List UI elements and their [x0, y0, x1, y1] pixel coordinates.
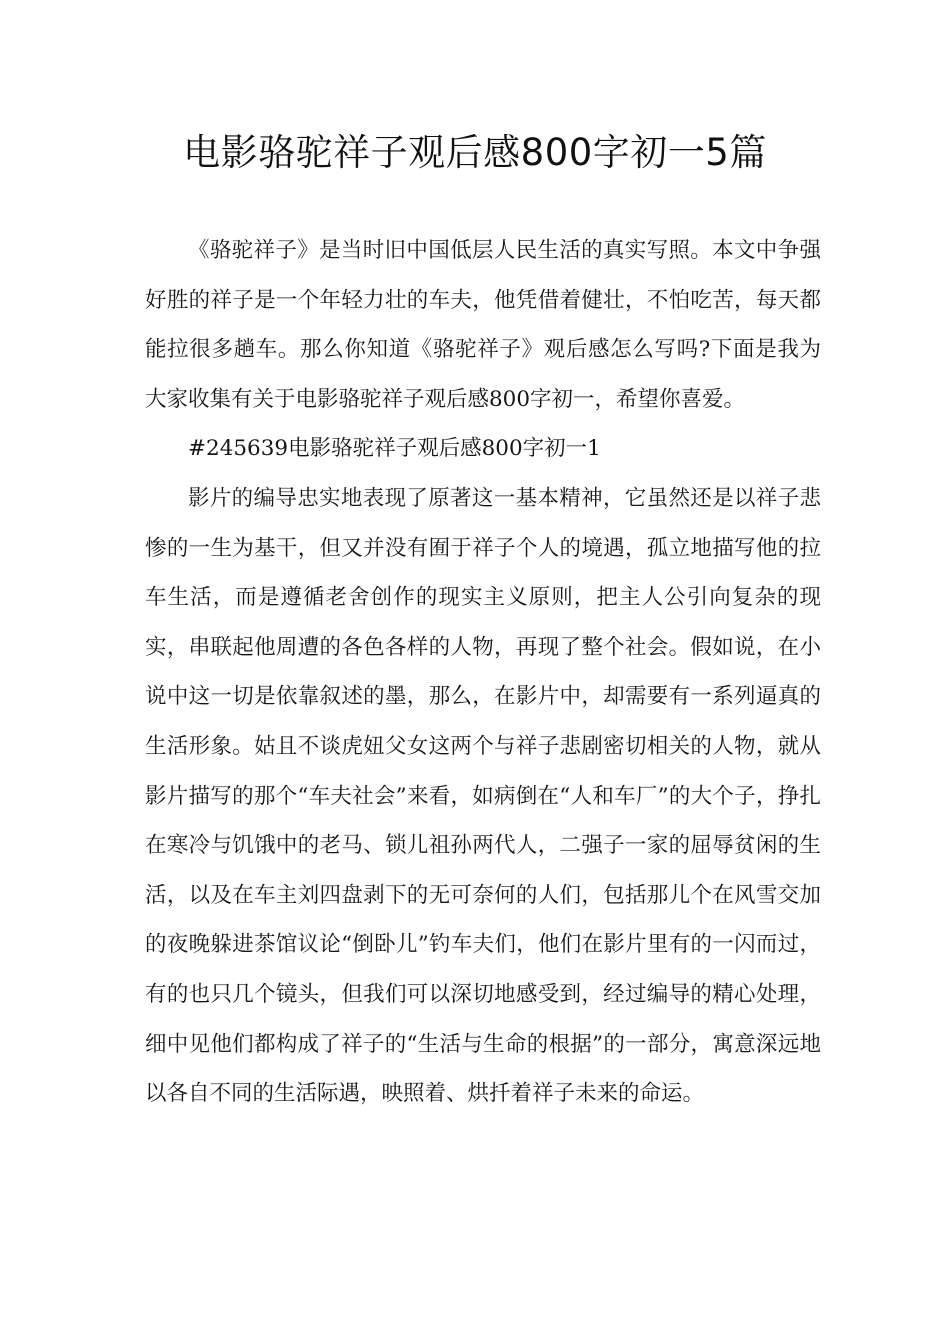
section-paragraph: 影片的编导忠实地表现了原著这一基本精神，它虽然还是以祥子悲惨的一生为基干，但又并没有囿于祥子个人的境遇，孤立地描写他的拉车生活，而是遵循老舍创作的现实主义原则，把主人公引向复杂的现实，串联起他周遭的各色各样的人物，再现了整个社会。假如说，在小说中这一切是依靠叙述的墨，那么，在影片中，却需要有一系列逼真的生活形象。姑且不谈虎妞父女这两个与祥子悲剧密切相关的人物，就从影片描写的那个“车夫社会”来看，如病倒在“人和车厂”的大个子，挣扎在寒冷与饥饿中的老马、锁儿祖孙两代人，二强子一家的屈辱贫闲的生活，以及在车主刘四盘剥下的无可奈何的人们，包括那儿个在风雪交加的夜晚躲进茶馆议论“倒卧儿”钓车夫们，他们在影片里有的一闪而过，有的也只几个镜头，但我们可以深切地感受到，经过编导的精心处理，细中见他们都构成了祥子的“生活与生命的根据”的一部分，寓意深远地以各自不同的生活际遇，映照着、烘扦着祥子未来的命运。: [145, 485, 821, 1107]
document-body: [145, 226, 821, 1119]
section-heading: #245639电影骆驼祥子观后感800字初一1: [188, 436, 601, 462]
intro-paragraph: 《骆驼祥子》是当时旧中国低层人民生活的真实写照。本文中争强好胜的祥子是一个年轻力壮的车夫，他凭借着健壮，不怕吃苦，每天都能拉很多趟车。那么你知道《骆驼祥子》观后感怎么写吗?下面是我为大家收集有关于电影骆驼祥子观后感800字初一，希望你喜爱。: [145, 238, 821, 412]
document-title: 电影骆驼祥子观后感800字初一5篇: [183, 131, 767, 174]
